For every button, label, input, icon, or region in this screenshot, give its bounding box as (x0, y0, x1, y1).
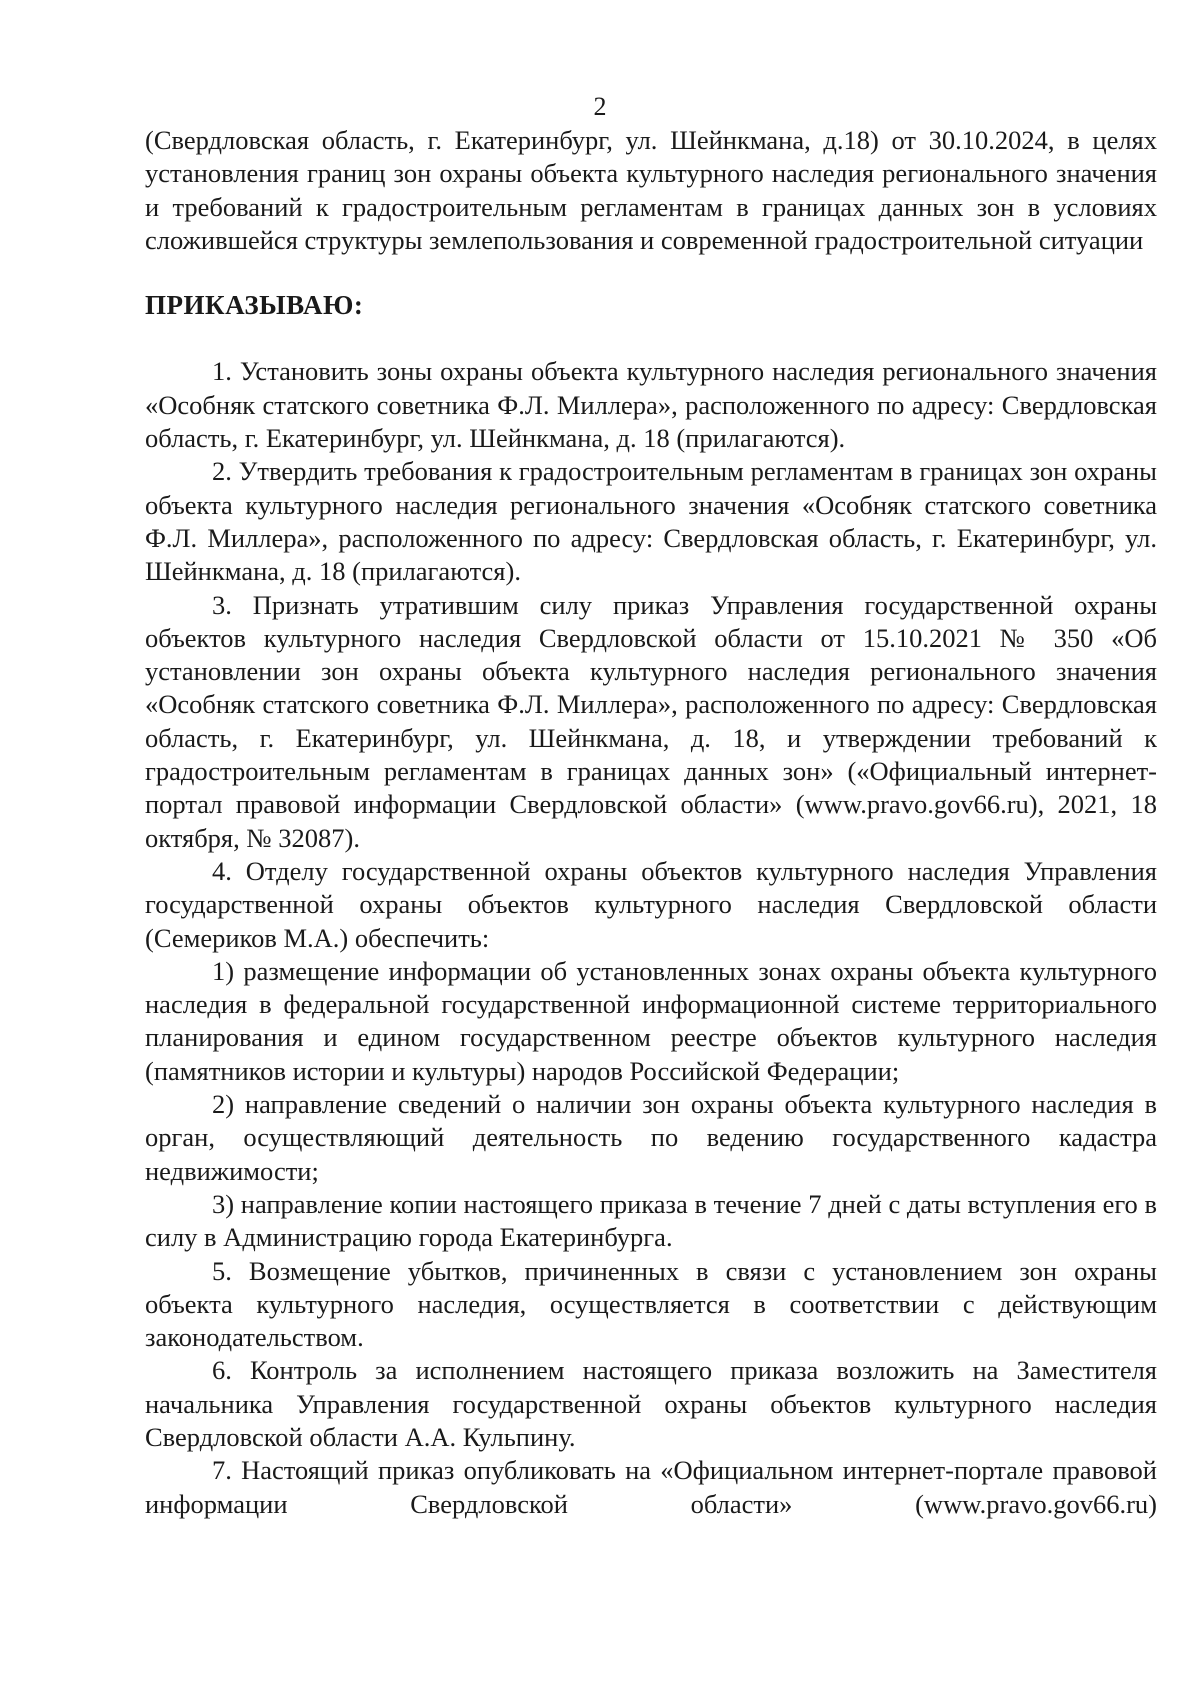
intro-paragraph: (Свердловская область, г. Екатеринбург, ул. Шейнкмана, д.18) от 30.10.2024, в целях установления границ зон охраны объекта культурного наследия регионального значения и требований к градостроительным регламентам в границах данных зон в условиях сложившейся структуры землепользования и современной градостроительной ситуации (145, 125, 1157, 255)
page-number: 2 (593, 92, 607, 121)
order-item-2: 2. Утвердить требования к градостроительным регламентам в границах зон охраны объекта культурного наследия регионального значения «Особняк статского советника Ф.Л. Миллера», расположенного по адресу: Свердловская область, г. Екатеринбург, ул. Шейнкмана, д. 18 (прилагаются). (145, 456, 1157, 587)
order-item-6: 6. Контроль за исполнением настоящего приказа возложить на Заместителя начальника Управления государственной охраны объектов культурного наследия Свердловской области А.А. Кульпину. (145, 1355, 1157, 1452)
order-item-4: 4. Отделу государственной охраны объектов культурного наследия Управления государственной охраны объектов культурного наследия Свердловской области (Семериков М.А.) обеспечить: (145, 855, 1157, 953)
order-item-1: 1. Установить зоны охраны объекта культурного наследия регионального значения «Особняк статского советника Ф.Л. Миллера», расположенного по адресу: Свердловская область, г. Екатеринбург, ул. Шейнкмана, д. 18 (прилагаются). (145, 356, 1157, 454)
order-heading: ПРИКАЗЫВАЮ: (145, 290, 364, 321)
order-item-7: 7. Настоящий приказ опубликовать на «Официальном интернет-портале правовой информации Свердловской области» (www.pravo.gov66.ru) (145, 1455, 1157, 1519)
order-item-5: 5. Возмещение убытков, причиненных в связи с установлением зон охраны объекта культурного наследия, осуществляется в соответствии с действующим законодательством. (145, 1255, 1157, 1353)
order-subitem-1: 1) размещение информации об установленных зонах охраны объекта культурного наследия в федеральной государственной информационной системе территориального планирования и едином государственном реестре объектов культурного наследия (памятников истории и культуры) народов Российской Федерации; (145, 955, 1157, 1086)
order-subitem-3: 3) направление копии настоящего приказа в течение 7 дней с даты вступления его в силу в Администрацию города Екатеринбурга. (145, 1188, 1157, 1253)
document-body (145, 124, 1157, 1521)
order-item-3: 3. Признать утратившим силу приказ Управления государственной охраны объектов культурного наследия Свердловской области от 15.10.2021 № 350 «Об установлении зон охраны объекта культурного наследия регионального значения «Особняк статского советника Ф.Л. Миллера», расположенного по адресу: Свердловская область, г. Екатеринбург, ул. Шейнкмана, д. 18, и утверждении требований к градостроительным регламентам в границах данных зон» («Официальный интернет-портал правовой информации Свердловской области» (www.pravo.gov66.ru), 2021, 18 октября, № 32087). (145, 589, 1157, 853)
order-subitem-2: 2) направление сведений о наличии зон охраны объекта культурного наследия в орган, осуществляющий деятельность по ведению государственного кадастра недвижимости; (145, 1089, 1157, 1186)
